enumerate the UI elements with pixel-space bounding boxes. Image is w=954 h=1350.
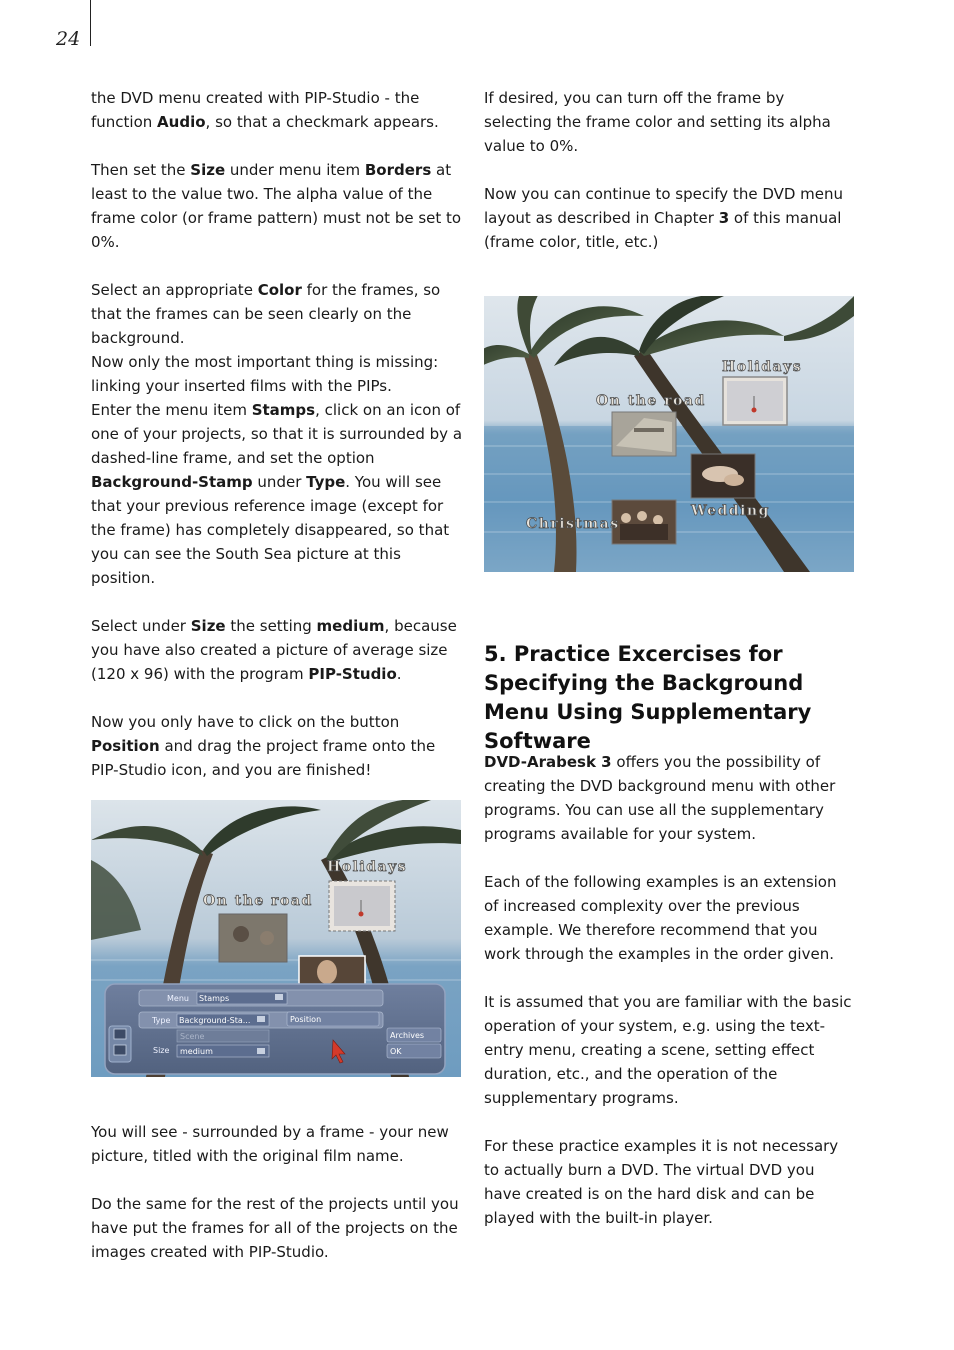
menu-label-christmas: Christmas bbox=[526, 516, 620, 532]
paragraph: You will see - surrounded by a frame - your new picture, titled with the original film name. bbox=[91, 1123, 449, 1165]
menu-label-wedding: Wedding bbox=[691, 503, 770, 519]
resize-icon[interactable] bbox=[114, 1045, 126, 1055]
menu-label-on-the-road: On the road bbox=[596, 393, 706, 409]
paragraph: Now you can continue to specify the DVD menu layout as described in Chapter 3 of this manual (frame color, title, etc.) bbox=[484, 185, 844, 251]
stamps-label-on-the-road: On the road bbox=[203, 893, 313, 909]
thumb-christmas bbox=[612, 500, 676, 544]
scene-select-value: Scene bbox=[180, 1032, 205, 1041]
stamps-label-holidays: Holidays bbox=[327, 859, 408, 875]
archives-button-label: Archives bbox=[390, 1031, 425, 1040]
type-field-label: Type bbox=[152, 1016, 171, 1025]
section-heading: 5. Practice Excercises for Specifying the Background Menu Using Supplementary Software bbox=[484, 642, 812, 753]
screen-icon[interactable] bbox=[114, 1029, 126, 1039]
right-column bbox=[484, 86, 854, 254]
header-rule bbox=[90, 0, 91, 46]
position-button-label: Position bbox=[290, 1015, 322, 1024]
paragraph: DVD-Arabesk 3 offers you the possibility of creating the DVD background menu with other programs. You can use all the supplementary programs available for your system. bbox=[484, 753, 836, 843]
ok-button-label: OK bbox=[390, 1047, 402, 1056]
dvd-menu-screenshot bbox=[484, 296, 854, 572]
page-number: 24 bbox=[56, 28, 81, 50]
menu-label-holidays: Holidays bbox=[722, 359, 803, 375]
menu-select-value: Stamps bbox=[199, 994, 230, 1003]
paragraph: the DVD menu created with PIP-Studio - the function Audio, so that a checkmark appears. bbox=[91, 89, 439, 131]
paragraph: For these practice examples it is not necessary to actually burn a DVD. The virtual DVD you have created is on the hard disk and can be played with the built-in player. bbox=[484, 1137, 839, 1227]
paragraph: Then set the Size under menu item Borders at least to the value two. The alpha value of the frame color (or frame pattern) must not be set to 0%. bbox=[91, 161, 462, 251]
paragraph: Enter the menu item Stamps, click on an icon of one of your projects, so that it is surrounded by a dashed-line frame, and set the option Background-Stamp under Type. You will see that your previous reference image (except for the frame) has completely disappeared, so that you can see the South Sea picture at this position. bbox=[91, 401, 463, 587]
paragraph: Do the same for the rest of the projects until you have put the frames for all of the projects on the images created with PIP-Studio. bbox=[91, 1195, 459, 1261]
paragraph: Now you only have to click on the button Position and drag the project frame onto the PIP-Studio icon, and you are finished! bbox=[91, 713, 436, 779]
left-column bbox=[91, 86, 467, 782]
left-column-lower bbox=[91, 1120, 467, 1264]
right-column-lower bbox=[484, 750, 854, 1230]
size-field-label: Size bbox=[153, 1046, 170, 1055]
paragraph: Each of the following examples is an extension of increased complexity over the previous example. We therefore recommend that you work through the examples in the order given. bbox=[484, 873, 837, 963]
paragraph: It is assumed that you are familiar with the basic operation of your system, e.g. using the text-entry menu, creating a scene, setting effect duration, etc., and the operation of the supplementary programs. bbox=[484, 993, 852, 1107]
thumb-wedding bbox=[691, 454, 755, 498]
paragraph: Select under Size the setting medium, because you have also created a picture of average size (120 x 96) with the program PIP-Studio. bbox=[91, 617, 457, 683]
stamps-panel-screenshot bbox=[91, 800, 461, 1077]
type-select-value: Background-Sta... bbox=[179, 1016, 251, 1025]
paragraph: Select an appropriate Color for the frames, so that the frames can be seen clearly on the background. bbox=[91, 281, 441, 347]
paragraph: If desired, you can turn off the frame by selecting the frame color and setting its alpha value to 0%. bbox=[484, 89, 831, 155]
thumb-holidays bbox=[723, 377, 787, 425]
paragraph: Now only the most important thing is missing: linking your inserted films with the PIPs. bbox=[91, 353, 439, 395]
menu-field-label: Menu bbox=[167, 994, 189, 1003]
thumb-on-the-road bbox=[612, 412, 676, 456]
size-select-value: medium bbox=[180, 1047, 213, 1056]
